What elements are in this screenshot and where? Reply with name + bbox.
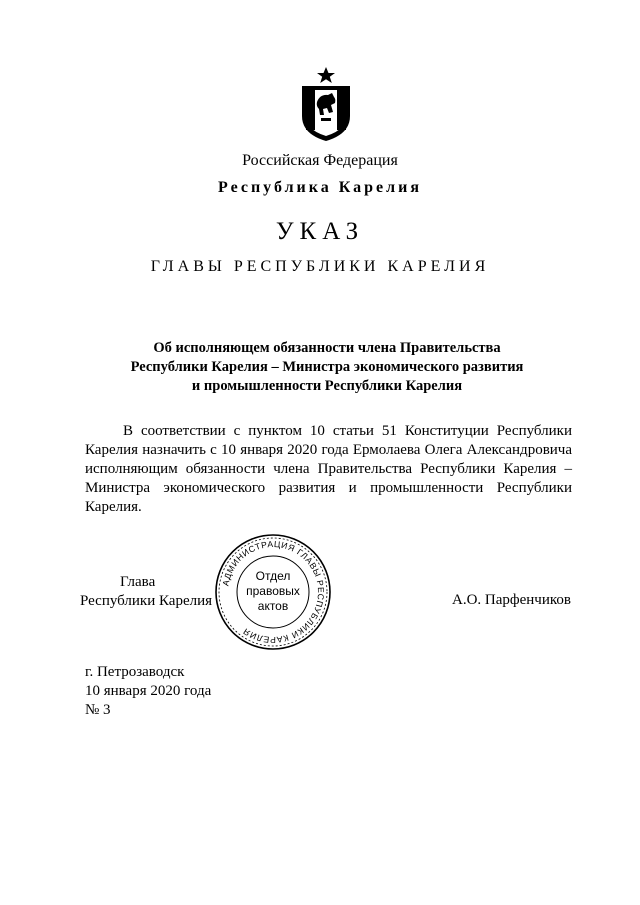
position-line: Глава: [120, 574, 156, 590]
decree-title: [80, 339, 574, 396]
issuer: ГЛАВЫ РЕСПУБЛИКИ КАРЕЛИЯ: [150, 258, 490, 275]
title-line: Республики Карелия – Министра экономического развития: [130, 359, 524, 375]
country-name: Российская Федерация: [242, 152, 398, 169]
stamp-center-line: Отдел: [255, 569, 291, 583]
document-number: № 3: [85, 702, 111, 718]
title-line: Об исполняющем обязанности члена Правительства: [153, 340, 501, 356]
signatory-position: [80, 573, 220, 611]
stamp-ring-text: АДМИНИСТРАЦИЯ ГЛАВЫ РЕСПУБЛИКИ КАРЕЛИЯ: [220, 538, 327, 646]
decree-body: [85, 422, 572, 517]
coat-of-arms-icon: [298, 66, 354, 142]
body-paragraph: В соответствии с пунктом 10 статьи 51 Конституции Республики Карелия назначить с 10 января 2020 года Ермолаева Олега Александровича исполняющим обязанности члена Правительства Республики Карелия – Министра экономического развития и промышленности Республики Карелия.: [85, 423, 572, 515]
city: г. Петрозаводск: [85, 664, 185, 680]
stamp-center-line: правовых: [246, 584, 300, 598]
republic-name: Республика Карелия: [218, 179, 422, 196]
stamp-seal: [214, 533, 332, 651]
stamp-center-line: актов: [257, 599, 289, 613]
document-footer: [85, 663, 211, 720]
signatory-name: А.О. Парфенчиков: [452, 592, 571, 608]
document-type: УКАЗ: [275, 218, 365, 245]
position-line: Республики Карелия: [80, 593, 213, 609]
date: 10 января 2020 года: [85, 683, 212, 699]
title-line: и промышленности Республики Карелия: [191, 378, 463, 394]
